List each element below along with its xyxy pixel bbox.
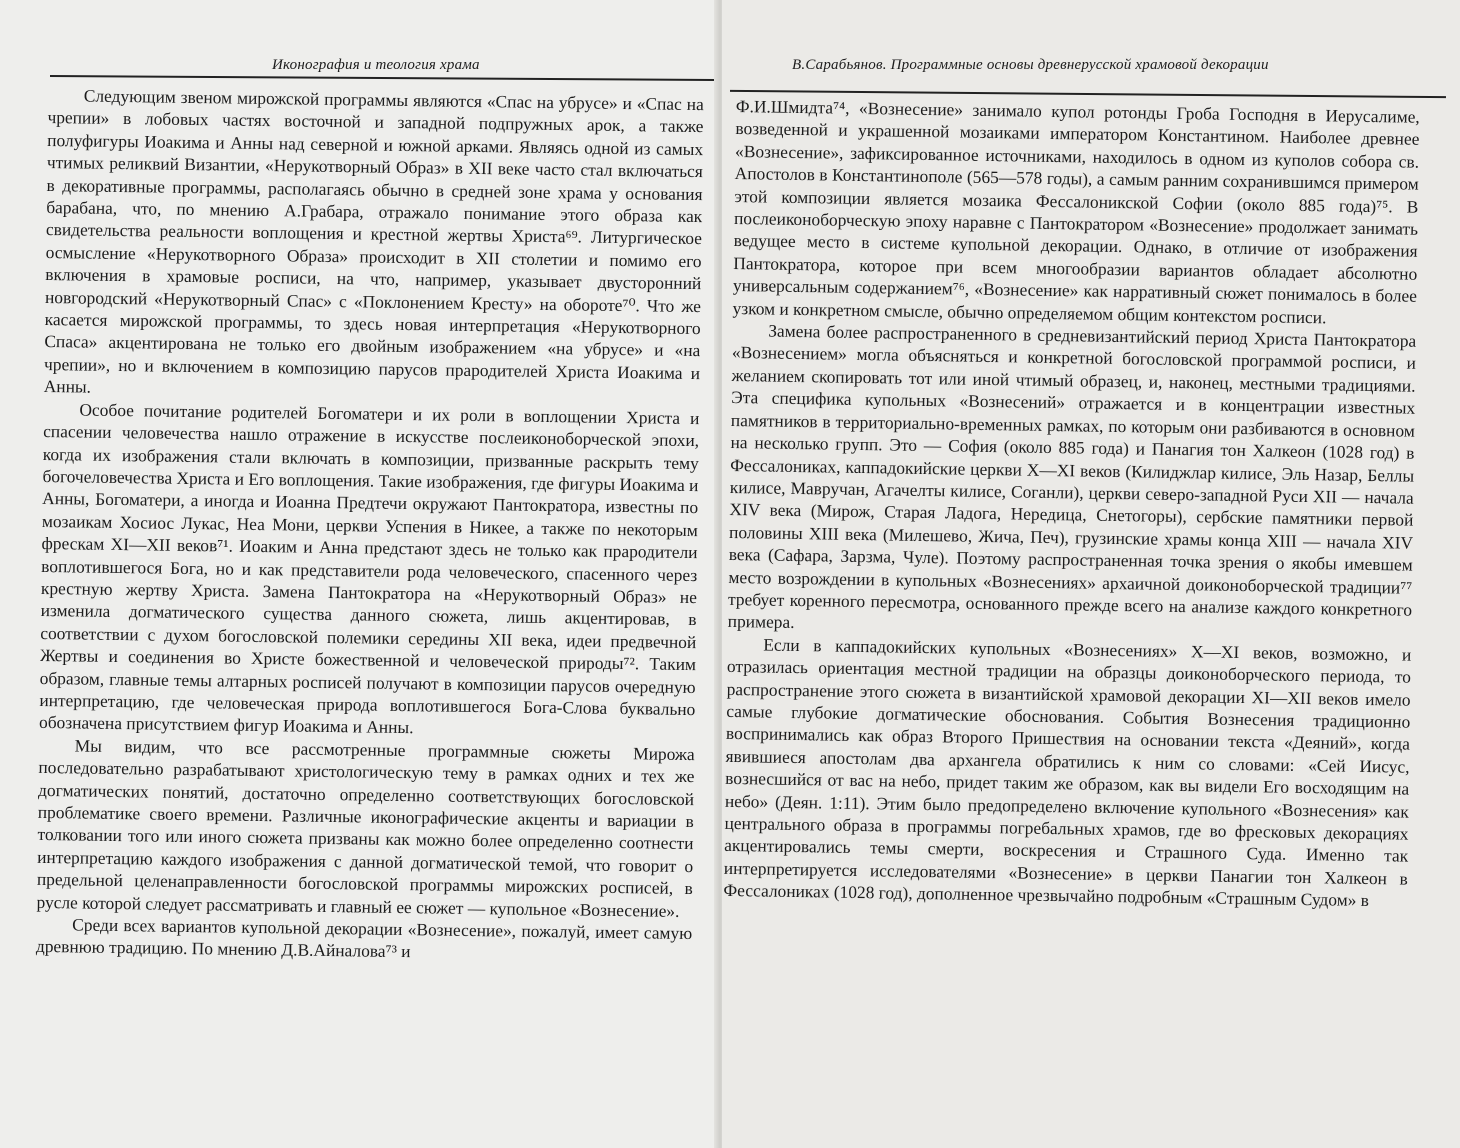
left-text-column [36,84,704,967]
left-paragraph-3: Мы видим, что все рассмотренные программные сюжеты Мирожа последовательно разрабатывают христологическую тему в рамках одних и тех же догматических понятий, достаточно определенно соответствующих богословской проблематике своего времени. Различные иконографические акценты и вариации в толковании того или иного сюжета призваны как можно более определенно соотнести интерпретацию каждого изображения с данной догматической темой, что говорит о предельной целенаправленности богословской программы мирожских росписей, в русле которой следует рассматривать и главный ее сюжет — купольное «Вознесение». [36,735,695,921]
right-paragraph-3: Если в каппадокийских купольных «Вознесениях» X—XI веков, возможно, и отразилась ориентация местной традиции на образцы доиконоборческого периода, то распространение этого сюжета в византийской храмовой декорации XI—XII веков имело самые глубокие догматические обоснования. События Вознесения традиционно воспринимались как образ Второго Пришествия на основании текста «Деяний», когда явившиеся апостолам два архангела обратились к ним со словами: «Сей Иисус, вознесшийся от вас на небо, придет таким же образом, как вы видели Его восходящим на небо» (Деян. 1:11). Этим было предопределено включение купольного «Вознесения» как центрального образа в программы погребальных храмов, где во фресковых декорациях акцентировались темы смерти, воскресения и Страшного Суда. Именно так интерпретируется исследователями «Вознесение» в церкви Панагии тон Халкеон в Фессалониках (1028 год), дополненное чрезвычайно подробным «Страшным Судом» в [723,634,1412,911]
right-paragraph-1: Ф.И.Шмидта⁷⁴, «Вознесение» занимало купол ротонды Гроба Господня в Иерусалиме, возведенной и украшенной мозаиками императором Константином. Наиболее древнее «Вознесение», зафиксированное источниками, находилось в одном из куполов собора св. Апостолов в Константинополе (565—578 годы), а самым ранним сохранившимся примером этой композиции является мозаика Фессалоникской Софии (около 885 года)⁷⁵. В послеиконоборческую эпоху наравне с Пантократором «Вознесение» продолжает занимать ведущее место в системе купольной декорации. Однако, в отличие от изображения Пантократора, которое при всем многообразии вариантов обладает абсолютно универсальным содержанием⁷⁶, «Вознесение» как нарративный сюжет понималось в более узком и конкретном смысле, обычно определяемом общим контекстом росписи. [732,95,1420,327]
right-text-column [723,95,1420,912]
right-running-head: В.Сарабьянов. Программные основы древнерусской храмовой декорации [792,57,1269,73]
left-page [0,0,718,1148]
left-paragraph-1: Следующим звеном мирожской программы являются «Спас на убрусе» и «Спас на чрепии» в лобовых частях восточной и западной подпружных арок, а также полуфигуры Иоакима и Анны над северной и южной арками. Являясь одной из самых чтимых реликвий Византии, «Нерукотворный Образ» в XII веке часто стал включаться в декоративные программы, располагаясь обычно в средней зоне храма у основания барабана, что, по мнению А.Грабара, отражало понимание этого образа как свидетельства реальности воплощения и крестной жертвы Христа⁶⁹. Литургическое осмысление «Нерукотворного Образа» происходит в XII столетии и помимо его включения в храмовые росписи, на что, например, указывает двусторонний новгородский «Нерукотворный Спас» с «Поклонением Кресту» на обороте⁷⁰. Что же касается мирожской программы, то здесь новая интерпретация «Нерукотворного Спаса» акцентирована не только его двойным изображением «на убрусе» и «на чрепии», но и включением в композицию парусов прародителей Христа Иоакима и Анны. [43,85,704,397]
left-paragraph-4: Среди всех вариантов купольной декорации «Вознесение», пожалуй, имеет самую древнюю традицию. По мнению Д.В.Айналова⁷³ и [35,914,693,962]
left-header-rule [50,75,714,81]
left-paragraph-2: Особое почитание родителей Богоматери и их роли в воплощении Христа и спасении человечества нашло отражение в искусстве послеиконоборческой эпохи, когда их изображения стали включать в композиции, призванные раскрыть тему богочеловечества Христа и Его воплощения. Такие изображения, где фигуры Иоакима и Анны, Богоматери, а иногда и Иоанна Предтечи окружают Пантократора, известны по мозаикам Хосиос Лукас, Неа Мони, церкви Успения в Никее, а также по некоторым фрескам XI—XII веков⁷¹. Иоаким и Анна предстают здесь не только как прародители воплотившегося Бога, но и как представители рода человеческого, спасенного через крестную жертву Христа. Замена Пантократора на «Нерукотворный Образ» не изменила догматического существа данного сюжета, лишь акцентировав, в соответствии с духом богословской полемики середины XII века, идеи предвечной Жертвы и соединения во Христе божественной и человеческой природы⁷². Таким образом, главные темы алтарных росписей получают в композиции парусов очередную интерпретацию, где человеческая природа воплотившегося Бога-Слова буквально обозначена присутствием фигур Иоакима и Анны. [38,399,700,738]
right-page [722,0,1460,1148]
right-paragraph-2: Замена более распространенного в средневизантийский период Христа Пантократора «Вознесением» могла объясняться и конкретной богословской программой росписи, и желанием скопировать тот или иной чтимый образец, и, наконец, местными традициями. Эта специфика купольных «Вознесений» отражается и в концентрации известных памятников в территориально-временных рамках, по которым они разбиваются в основном на несколько групп. Это — София (около 885 года) и Панагия тон Халкеон (1028 год) в Фессалониках, каппадокийские церкви X—XI веков (Килиджлар килисе, Эль Назар, Беллы килисе, Мавручан, Агачелты килисе, Соганли), церкви северо-западной Руси XII — начала XIV века (Мирож, Старая Ладога, Нередица, Снетогоры), сербские памятники первой половины XIII века (Милешево, Жича, Печ), грузинские храмы конца XIII — начала XIV века (Сафара, Зарзма, Чуле). Поэтому распространенная точка зрения о якобы имевшем место возрождении в купольных «Вознесениях» архаичной доиконоборческой традиции⁷⁷ требует коренного пересмотра, основанного прежде всего на анализе каждого конкретного примера. [727,320,1417,633]
left-running-head: Иконография и теология храма [272,57,480,73]
